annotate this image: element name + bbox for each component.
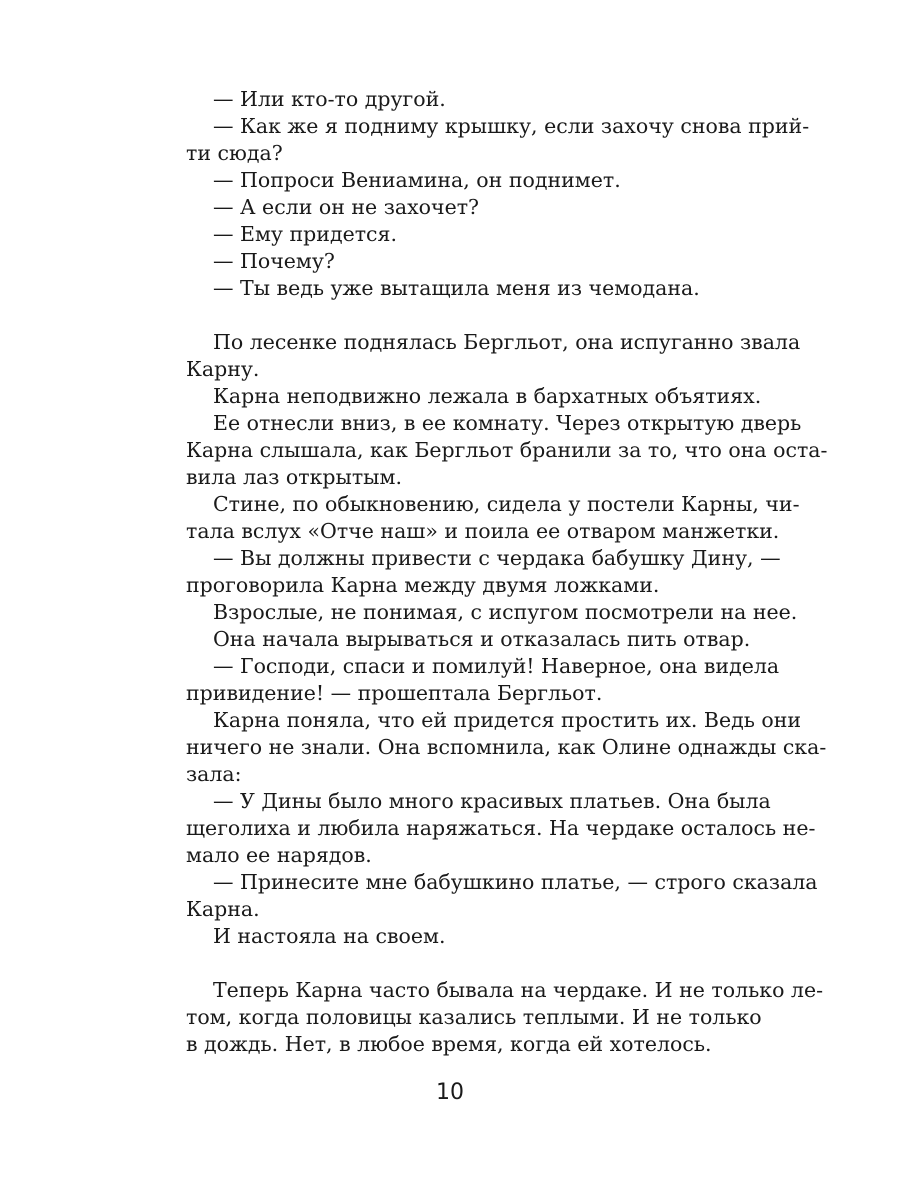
text-line: По лесенке поднялась Бергльот, она испуганно звала <box>213 330 801 354</box>
text-line: Карну. <box>186 357 260 381</box>
text-line: — Принесите мне бабушкино платье, — строго сказала <box>213 870 818 894</box>
paragraph <box>186 599 798 626</box>
text-line: Взрослые, не понимая, с испугом посмотрели на нее. <box>213 600 798 624</box>
paragraph <box>186 113 810 167</box>
paragraph <box>186 788 816 869</box>
text-line: ничего не знали. Она вспомнила, как Олине однажды ска- <box>186 735 827 759</box>
paragraph <box>186 653 780 707</box>
paragraph <box>186 383 762 410</box>
paragraph <box>186 329 801 383</box>
page-body <box>186 86 828 1058</box>
paragraph <box>186 923 748 950</box>
text-line: в дождь. Нет, в любое время, когда ей хотелось. <box>186 1032 712 1056</box>
page-number: 10 <box>436 1080 464 1105</box>
paragraph-gap <box>186 950 748 977</box>
text-line: — Ему придется. <box>213 222 397 246</box>
text-line: Карна поняла, что ей придется простить их. Ведь они <box>213 708 802 732</box>
paragraph <box>186 86 748 113</box>
text-line: — Как же я подниму крышку, если захочу снова прий- <box>213 114 810 138</box>
text-line: Карна. <box>186 897 260 921</box>
text-line: Карна неподвижно лежала в бархатных объятиях. <box>213 384 762 408</box>
text-line: Карна слышала, как Бергльот бранили за то, что она оста- <box>186 438 828 462</box>
paragraph <box>186 491 800 545</box>
paragraph <box>186 221 748 248</box>
text-line: Ее отнесли вниз, в ее комнату. Через открытую дверь <box>213 411 802 435</box>
paragraph <box>186 248 748 275</box>
text-line: Она начала вырываться и отказалась пить отвар. <box>213 627 751 651</box>
text-line: тала вслух «Отче наш» и поила ее отваром манжетки. <box>186 519 780 543</box>
paragraph <box>186 545 781 599</box>
text-line: — Или кто-то другой. <box>213 87 446 111</box>
text-line: Теперь Карна часто бывала на чердаке. И не только ле- <box>213 978 824 1002</box>
paragraph <box>186 410 828 491</box>
text-line: ти сюда? <box>186 141 283 165</box>
text-line: проговорила Карна между двумя ложками. <box>186 573 660 597</box>
paragraph <box>186 626 751 653</box>
paragraph <box>186 194 748 221</box>
paragraph <box>186 869 818 923</box>
paragraph-gap <box>186 302 748 329</box>
text-line: — Попроси Вениамина, он поднимет. <box>213 168 621 192</box>
text-line: привидение! — прошептала Бергльот. <box>186 681 603 705</box>
text-line: том, когда половицы казались теплыми. И не только <box>186 1005 762 1029</box>
text-line: — А если он не захочет? <box>213 195 480 219</box>
text-line: — Вы должны привести с чердака бабушку Дину, — <box>213 546 781 570</box>
text-line: — Почему? <box>213 249 335 273</box>
text-line: И настояла на своем. <box>213 924 446 948</box>
paragraph <box>186 167 748 194</box>
text-line: вила лаз открытым. <box>186 465 402 489</box>
text-line: — Ты ведь уже вытащила меня из чемодана. <box>213 276 700 300</box>
text-line: зала: <box>186 762 242 786</box>
text-line: мало ее нарядов. <box>186 843 372 867</box>
paragraph <box>186 275 748 302</box>
text-line: щеголиха и любила наряжаться. На чердаке осталось не- <box>186 816 816 840</box>
paragraph <box>186 707 827 788</box>
text-line: — У Дины было много красивых платьев. Она была <box>213 789 771 813</box>
paragraph <box>186 977 824 1058</box>
text-line: Стине, по обыкновению, сидела у постели Карны, чи- <box>213 492 800 516</box>
text-line: — Господи, спаси и помилуй! Наверное, она видела <box>213 654 780 678</box>
